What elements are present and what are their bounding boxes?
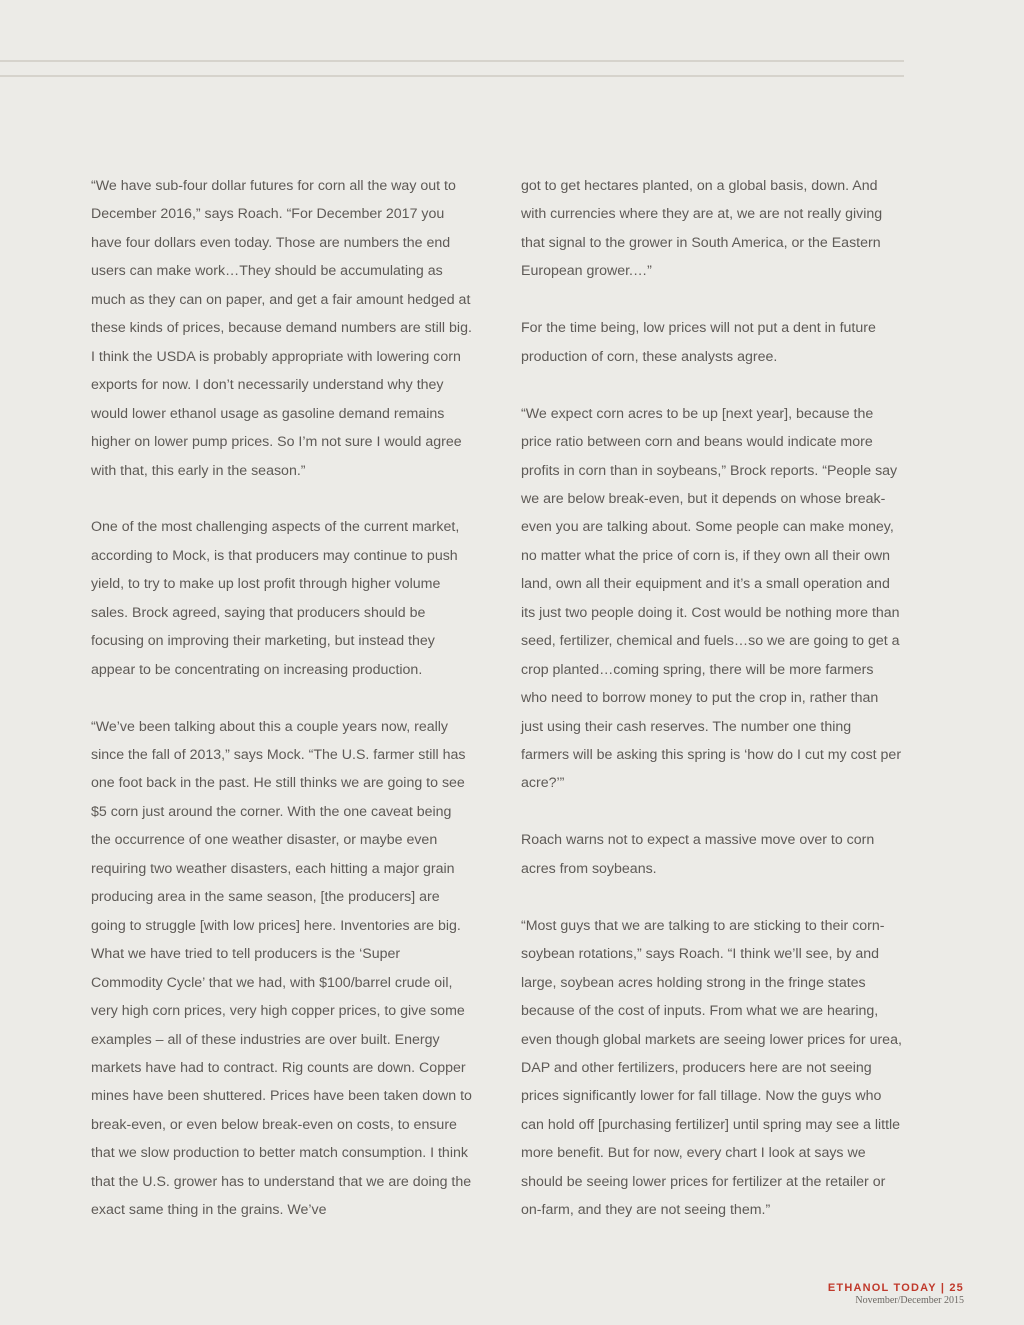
paragraph: Roach warns not to expect a massive move over to corn acres from soybeans.	[521, 832, 875, 877]
paragraph: One of the most challenging aspects of the current market, according to Mock, is that producers may continue to push yield, to try to make up lost profit through higher volume sales. Brock agreed, saying that producers should be focusing on improving their marketing, but instead they appear to be concentrating on increasing production.	[91, 519, 460, 678]
paragraph: “Most guys that we are talking to are sticking to their corn-soybean rotations,” says Roach. “I think we’ll see, by and large, soybean acres holding strong in the fringe states because of the cost of inputs. From what we are hearing, even though global markets are seeing lower prices for urea, DAP and other fertilizers, producers here are not seeing prices significantly lower for fall tillage. Now the guys who can hold off [purchasing fertilizer] until spring may see a little more benefit. But for now, every chart I look at says we should be seeing lower prices for fertilizer at the retailer or on-farm, and they are not seeing them.”	[521, 917, 902, 1219]
paragraph: got to get hectares planted, on a global basis, down. And with currencies where they are at, we are not really giving that signal to the grower in South America, or the Eastern European grower.…”	[521, 178, 883, 280]
page-footer	[828, 1281, 964, 1307]
footer-brand-page-number: ETHANOL TODAY | 25	[827, 1282, 964, 1294]
paragraph: “We expect corn acres to be up [next year], because the price ratio between corn and beans would indicate more profits in corn than in soybeans,” Brock reports. “People say we are below break-even, but it depends on whose break-even you are talking about. Some people can make money, no matter what the price of corn is, if they own all their own land, own all their equipment and it’s a small operation and its just two people doing it. Cost would be nothing more than seed, fertilizer, chemical and fuels…so we are going to get a crop planted…coming spring, there will be more farmers who need to borrow money to put the crop in, rather than just using their cash reserves. The number one thing farmers will be asking this spring is ‘how do I cut my cost per acre?’”	[521, 405, 902, 792]
paragraph: “We’ve been talking about this a couple years now, really since the fall of 2013,” says Mock. “The U.S. farmer still has one foot back in the past. He still thinks we are going to see $5 corn just around the corner. With the one caveat being the occurrence of one weather disaster, or maybe even requiring two weather disasters, each hitting a major grain producing area in the same season, [the producers] are going to struggle [with low prices] here. Inventories are big. What we have tried to tell producers is the ‘Super Commodity Cycle’ that we had, with $100/barrel crude oil, very high corn prices, very high copper prices, to give some examples – all of these industries are over built. Energy markets have had to contract. Rig counts are down. Copper mines have been shuttered. Prices have been taken down to break-even, or even below break-even on costs, to ensure that we slow production to better match consumption. I think that the U.S. grower has to understand that we are doing the exact same thing in the grains. We’ve	[91, 718, 472, 1219]
footer-issue-date: November/December 2015	[855, 1295, 964, 1306]
article-column-left	[91, 172, 473, 1225]
article-column-right	[521, 172, 903, 1225]
header-rule-top	[0, 60, 904, 62]
paragraph: For the time being, low prices will not put a dent in future production of corn, these analysts agree.	[521, 320, 876, 365]
header-rule-bottom	[0, 75, 904, 77]
paragraph: “We have sub-four dollar futures for corn all the way out to December 2016,” says Roach. “For December 2017 you have four dollars even today. Those are numbers the end users can make work…They should be accumulating as much as they can on paper, and get a fair amount hedged at these kinds of prices, because demand numbers are still big. I think the USDA is probably appropriate with lowering corn exports for now. I don’t necessarily understand why they would lower ethanol usage as gasoline demand remains higher on lower pump prices. So I’m not sure I would agree with that, this early in the season.”	[91, 178, 472, 479]
